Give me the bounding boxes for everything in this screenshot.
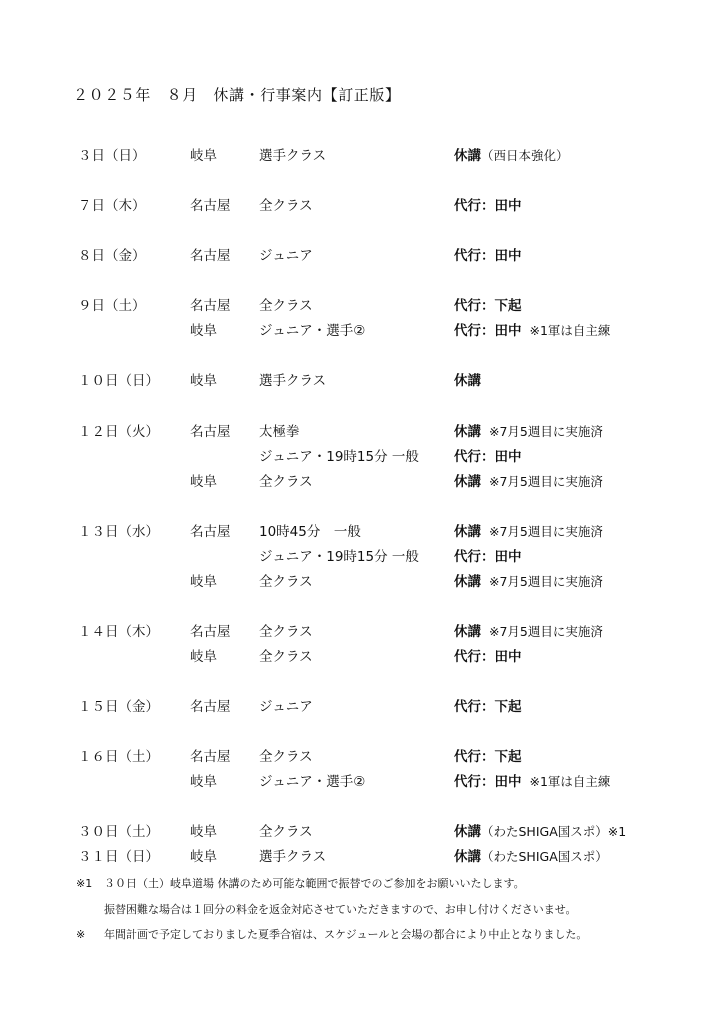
schedule-row bbox=[0, 571, 723, 593]
schedule-row bbox=[0, 621, 723, 643]
schedule-note: ※1軍は自主練 bbox=[529, 323, 611, 338]
schedule-note: ※7月5週目に実施済 bbox=[489, 474, 603, 489]
schedule-status bbox=[454, 421, 603, 443]
schedule-status bbox=[454, 821, 626, 843]
schedule-date: １３日（水） bbox=[78, 524, 159, 540]
schedule-status bbox=[454, 696, 530, 718]
schedule-class: 全クラス bbox=[259, 824, 313, 840]
schedule-status bbox=[454, 621, 603, 643]
schedule-location: 岐阜 bbox=[190, 849, 217, 865]
schedule-note: ※7月5週目に実施済 bbox=[489, 524, 603, 539]
schedule-date: ８日（金） bbox=[78, 248, 146, 264]
schedule-note: ※7月5週目に実施済 bbox=[489, 424, 603, 439]
schedule-class: 全クラス bbox=[259, 649, 313, 665]
schedule-status bbox=[454, 320, 610, 342]
schedule-row bbox=[0, 521, 723, 543]
schedule-status bbox=[454, 546, 530, 568]
schedule-class: ジュニア・選手② bbox=[259, 323, 366, 339]
schedule-row bbox=[0, 295, 723, 317]
schedule-location: 岐阜 bbox=[190, 649, 217, 665]
schedule-location: 岐阜 bbox=[190, 474, 217, 490]
schedule-class: ジュニア・選手② bbox=[259, 774, 366, 790]
schedule-date: ７日（木） bbox=[78, 198, 146, 214]
schedule-status-text: 代行：田中 bbox=[454, 774, 522, 790]
schedule-row bbox=[0, 421, 723, 443]
schedule-note: （わたSHIGA国スポ） bbox=[481, 849, 608, 864]
schedule-status bbox=[454, 195, 530, 217]
schedule-row bbox=[0, 646, 723, 668]
schedule-date: １０日（日） bbox=[78, 373, 159, 389]
schedule-row bbox=[0, 195, 723, 217]
footnote-1-mark: ※1 bbox=[76, 877, 93, 890]
schedule-location: 名古屋 bbox=[190, 424, 231, 440]
schedule-date: １５日（金） bbox=[78, 699, 159, 715]
schedule-status bbox=[454, 746, 530, 768]
schedule-location: 岐阜 bbox=[190, 323, 217, 339]
schedule-location: 岐阜 bbox=[190, 774, 217, 790]
footnote-1-text-continued: 振替困難な場合は１回分の料金を返金対応させていただきますので、お申し付けくださいませ。 bbox=[104, 903, 577, 916]
schedule-class: 全クラス bbox=[259, 474, 313, 490]
schedule-date: ３０日（土） bbox=[78, 824, 159, 840]
schedule-note: ※7月5週目に実施済 bbox=[489, 624, 603, 639]
schedule-status bbox=[454, 446, 530, 468]
schedule-status bbox=[454, 771, 610, 793]
schedule-status bbox=[454, 145, 569, 167]
schedule-status-text: 休講 bbox=[454, 574, 481, 590]
document-title: ２０２５年 ８月 休講・行事案内【訂正版】 bbox=[73, 86, 401, 104]
schedule-location: 岐阜 bbox=[190, 373, 217, 389]
schedule-class: ジュニア bbox=[259, 248, 313, 264]
schedule-location: 名古屋 bbox=[190, 298, 231, 314]
schedule-status-text: 代行：田中 bbox=[454, 198, 522, 214]
schedule-location: 名古屋 bbox=[190, 198, 231, 214]
schedule-class: 全クラス bbox=[259, 298, 313, 314]
schedule-class: 選手クラス bbox=[259, 849, 327, 865]
schedule-status-text: 代行：田中 bbox=[454, 449, 522, 465]
schedule-status bbox=[454, 646, 530, 668]
schedule-row bbox=[0, 145, 723, 167]
schedule-class: ジュニア・19時15分 一般 bbox=[259, 449, 419, 465]
footnote-1-text: ３０日（土）岐阜道場 休講のため可能な範囲で振替でのご参加をお願いいたします。 bbox=[104, 877, 525, 890]
schedule-row bbox=[0, 746, 723, 768]
schedule-class: 全クラス bbox=[259, 624, 313, 640]
schedule-status-text: 休講 bbox=[454, 373, 481, 389]
schedule-row bbox=[0, 320, 723, 342]
schedule-status-text: 休講 bbox=[454, 474, 481, 490]
footnote-2-mark: ※ bbox=[76, 928, 86, 941]
schedule-row bbox=[0, 245, 723, 267]
schedule-status bbox=[454, 295, 530, 317]
schedule-status-text: 代行：田中 bbox=[454, 549, 522, 565]
schedule-class: ジュニア bbox=[259, 699, 313, 715]
schedule-row bbox=[0, 696, 723, 718]
schedule-row bbox=[0, 846, 723, 868]
schedule-note: （西日本強化） bbox=[481, 148, 569, 163]
schedule-status-text: 休講 bbox=[454, 524, 481, 540]
schedule-status-text: 代行：下起 bbox=[454, 749, 522, 765]
schedule-row bbox=[0, 546, 723, 568]
schedule-class: 太極拳 bbox=[259, 424, 300, 440]
schedule-status-text: 代行：下起 bbox=[454, 298, 522, 314]
schedule-date: １６日（土） bbox=[78, 749, 159, 765]
schedule-note: ※7月5週目に実施済 bbox=[489, 574, 603, 589]
schedule-location: 岐阜 bbox=[190, 148, 217, 164]
schedule-status bbox=[454, 571, 603, 593]
schedule-status-text: 代行：田中 bbox=[454, 323, 522, 339]
schedule-status bbox=[454, 370, 489, 392]
schedule-status-text: 休講 bbox=[454, 148, 481, 164]
schedule-location: 岐阜 bbox=[190, 574, 217, 590]
schedule-status bbox=[454, 245, 530, 267]
schedule-date: １２日（火） bbox=[78, 424, 159, 440]
schedule-row bbox=[0, 446, 723, 468]
schedule-location: 名古屋 bbox=[190, 699, 231, 715]
schedule-class: 全クラス bbox=[259, 198, 313, 214]
schedule-location: 名古屋 bbox=[190, 624, 231, 640]
schedule-class: 全クラス bbox=[259, 749, 313, 765]
schedule-location: 名古屋 bbox=[190, 524, 231, 540]
schedule-location: 名古屋 bbox=[190, 749, 231, 765]
schedule-row bbox=[0, 821, 723, 843]
schedule-class: 選手クラス bbox=[259, 148, 327, 164]
schedule-status-text: 休講 bbox=[454, 824, 481, 840]
schedule-location: 岐阜 bbox=[190, 824, 217, 840]
schedule-date: ３日（日） bbox=[78, 148, 146, 164]
schedule-status bbox=[454, 521, 603, 543]
schedule-class: 全クラス bbox=[259, 574, 313, 590]
footnote-2-text: 年間計画で予定しておりました夏季合宿は、スケジュールと会場の都合により中止となりました。 bbox=[104, 928, 588, 941]
schedule-status-text: 代行：田中 bbox=[454, 248, 522, 264]
schedule-note: （わたSHIGA国スポ）※1 bbox=[481, 824, 627, 839]
schedule-status-text: 休講 bbox=[454, 624, 481, 640]
schedule-date: ３１日（日） bbox=[78, 849, 159, 865]
schedule-status-text: 代行：下起 bbox=[454, 699, 522, 715]
schedule-status-text: 休講 bbox=[454, 424, 481, 440]
schedule-class: 選手クラス bbox=[259, 373, 327, 389]
schedule-location: 名古屋 bbox=[190, 248, 231, 264]
schedule-row bbox=[0, 771, 723, 793]
schedule-status-text: 休講 bbox=[454, 849, 481, 865]
schedule-date: １４日（木） bbox=[78, 624, 159, 640]
schedule-row bbox=[0, 370, 723, 392]
schedule-class: 10時45分 一般 bbox=[259, 524, 361, 540]
schedule-row bbox=[0, 471, 723, 493]
schedule-status bbox=[454, 846, 608, 868]
schedule-class: ジュニア・19時15分 一般 bbox=[259, 549, 419, 565]
schedule-note: ※1軍は自主練 bbox=[529, 774, 611, 789]
schedule-status-text: 代行：田中 bbox=[454, 649, 522, 665]
schedule-date: ９日（土） bbox=[78, 298, 146, 314]
schedule-status bbox=[454, 471, 603, 493]
